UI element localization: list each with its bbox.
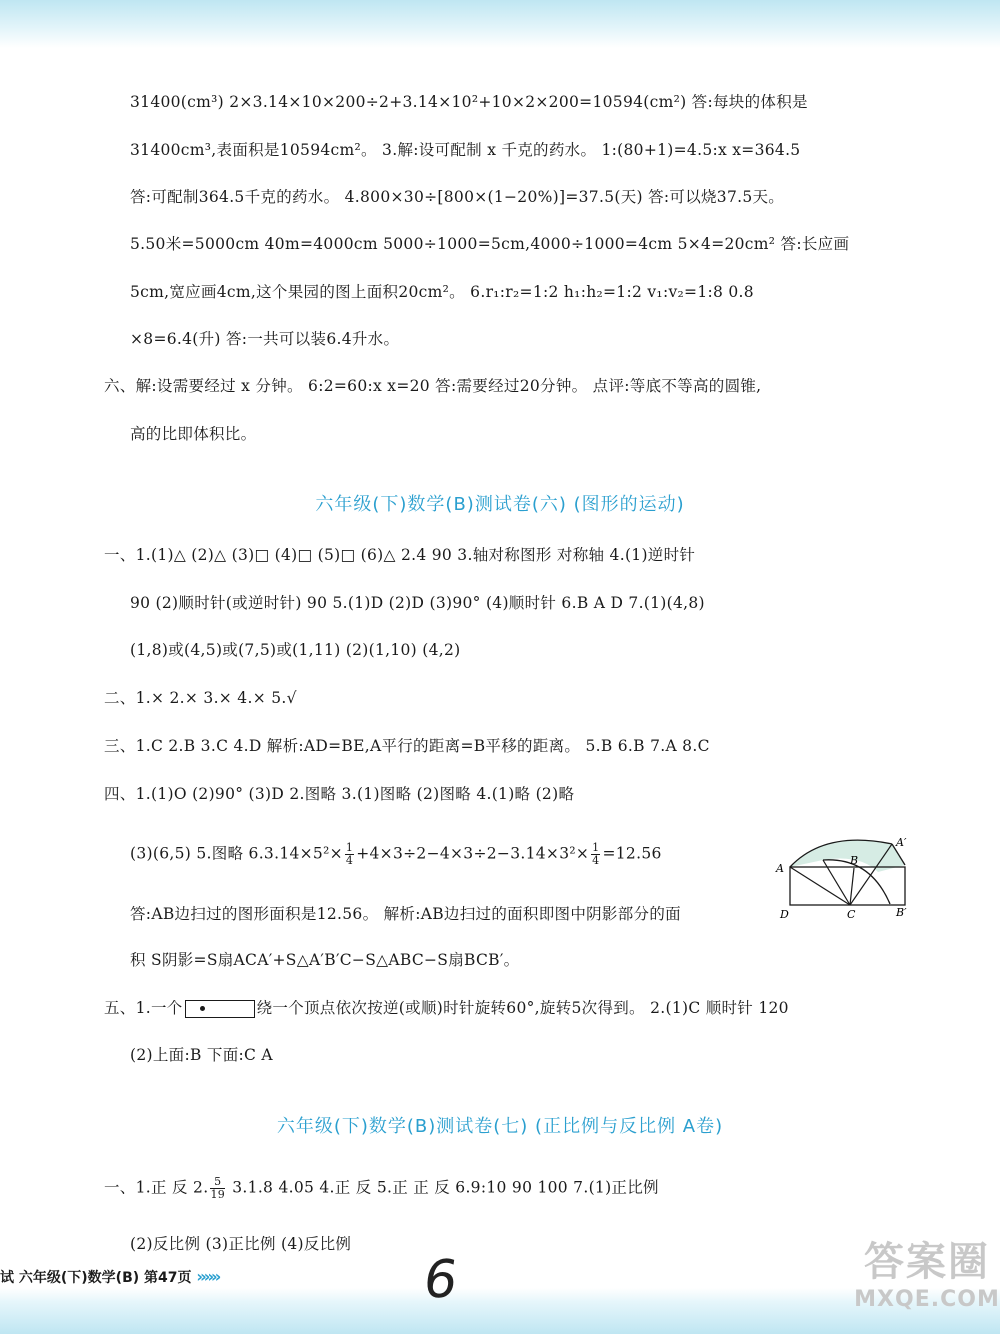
test6-line-7 (130, 842, 770, 867)
answer-line-1: 31400(cm³) 2×3.14×10×200÷2+3.14×10²+10×2×200=10594(cm²) 答:每块的体积是 (130, 93, 808, 111)
test6-line-9: 积 S阴影=S扇ACA′+S△A′B′C−S△ABC−S扇BCB′。 (130, 951, 520, 969)
page-footer (0, 1267, 218, 1291)
label-b-prime: B′ (896, 906, 907, 919)
footer-text: 试 六年级(下)数学(B) 第47页 (0, 1270, 192, 1286)
watermark-text-2: MXQE.COM (854, 1287, 1000, 1312)
answer-line-7: 六、解:设需要经过 x 分钟。 6:2=60:x x=20 答:需要经过20分钟。 点评:等底不等高的圆锥, (104, 377, 762, 395)
label-d: D (780, 908, 789, 921)
test6-line-5: 三、1.C 2.B 3.C 4.D 解析:AD=BE,A平行的距离=B平移的距离。 5.B 6.B 7.A 8.C (104, 737, 710, 755)
answer-line-5: 5cm,宽应画4cm,这个果园的图上面积20cm²。 6.r₁:r₂=1:2 h₁:h₂=1:2 v₁:v₂=1:8 0.8 (130, 283, 754, 301)
formula-part-1: (3)(6,5) 5.图略 6.3.14×5²× (130, 844, 343, 863)
answer-line-6: ×8=6.4(升) 答:一共可以装6.4升水。 (130, 330, 400, 348)
test7-line-2: (2)反比例 (3)正比例 (4)反比例 (130, 1235, 352, 1253)
top-decorative-band (0, 0, 1000, 48)
watermark-text-1: 答案圈 (864, 1239, 990, 1285)
test7-line-1 (104, 1176, 904, 1201)
formula-part-2: +4×3÷2−4×3÷2−3.14×3²× (356, 844, 590, 863)
section-title-test-6: 六年级(下)数学(B)测试卷(六) (图形的运动) (315, 494, 685, 515)
label-b: B (850, 854, 859, 867)
test6-line-8: 答:AB边扫过的图形面积是12.56。 解析:AB边扫过的面积即图中阴影部分的面 (130, 905, 681, 923)
footer-arrow-icon: »»» (196, 1267, 219, 1286)
test6-line-11: (2)上面:B 下面:C A (130, 1046, 273, 1064)
label-c: C (847, 908, 856, 921)
test6-line-3: (1,8)或(4,5)或(7,5)或(1,11) (2)(1,10) (4,2) (130, 641, 461, 659)
q5-post: 绕一个顶点依次按逆(或顺)时针旋转60°,旋转5次得到。 2.(1)C 顺时针 120 (256, 999, 789, 1017)
answer-line-4: 5.50米=5000cm 40m=4000cm 5000÷1000=5cm,4000÷1000=4cm 5×4=20cm² 答:长应画 (130, 235, 850, 253)
q5-pre: 五、1.一个 (104, 999, 183, 1017)
answer-line-2: 31400cm³,表面积是10594cm²。 3.解:设可配制 x 千克的药水。 1:(80+1)=4.5:x x=364.5 (130, 141, 801, 159)
test6-line-1: 一、1.(1)△ (2)△ (3)□ (4)□ (5)□ (6)△ 2.4 90 3.轴对称图形 对称轴 4.(1)逆时针 (104, 546, 696, 564)
test6-line-6: 四、1.(1)O (2)90° (3)D 2.图略 3.(1)图略 (2)图略 4.(1)略 (2)略 (104, 785, 575, 803)
bottom-decorative-band (0, 1288, 1000, 1334)
rectangle-with-dot-icon (185, 1000, 255, 1018)
answer-line-3: 答:可配制364.5千克的药水。 4.800×30÷[800×(1−20%)]=37.5(天) 答:可以烧37.5天。 (130, 188, 785, 206)
test7-q1-post: 3.1.8 4.05 4.正 反 5.正 正 反 6.9:10 90 100 7.(1)正比例 (227, 1178, 659, 1197)
label-a: A (776, 862, 784, 875)
fraction-quarter: $\frac{1}{4}$ (345, 841, 354, 867)
test6-line-4: 二、1.× 2.× 3.× 4.× 5.√ (104, 689, 297, 707)
formula-part-3: =12.56 (602, 844, 662, 863)
answer-line-8: 高的比即体积比。 (130, 425, 257, 443)
handwritten-page-mark: 6 (419, 1250, 462, 1310)
label-a-prime: A′ (896, 836, 907, 849)
test7-q1-pre: 一、1.正 反 2. (104, 1178, 209, 1197)
rotation-figure (770, 832, 920, 926)
section-title-test-7: 六年级(下)数学(B)测试卷(七) (正比例与反比例 A卷) (276, 1116, 724, 1137)
segment-ac (790, 867, 850, 905)
watermark-logo (854, 1230, 1000, 1330)
fraction-5-19: $\frac{5}{19}$ (210, 1175, 226, 1201)
test6-line-10 (104, 998, 904, 1018)
fraction-quarter-2: $\frac{1}{4}$ (592, 841, 600, 867)
test6-line-2: 90 (2)顺时针(或逆时针) 90 5.(1)D (2)D (3)90° (4)顺时针 6.B A D 7.(1)(4,8) (130, 594, 705, 612)
